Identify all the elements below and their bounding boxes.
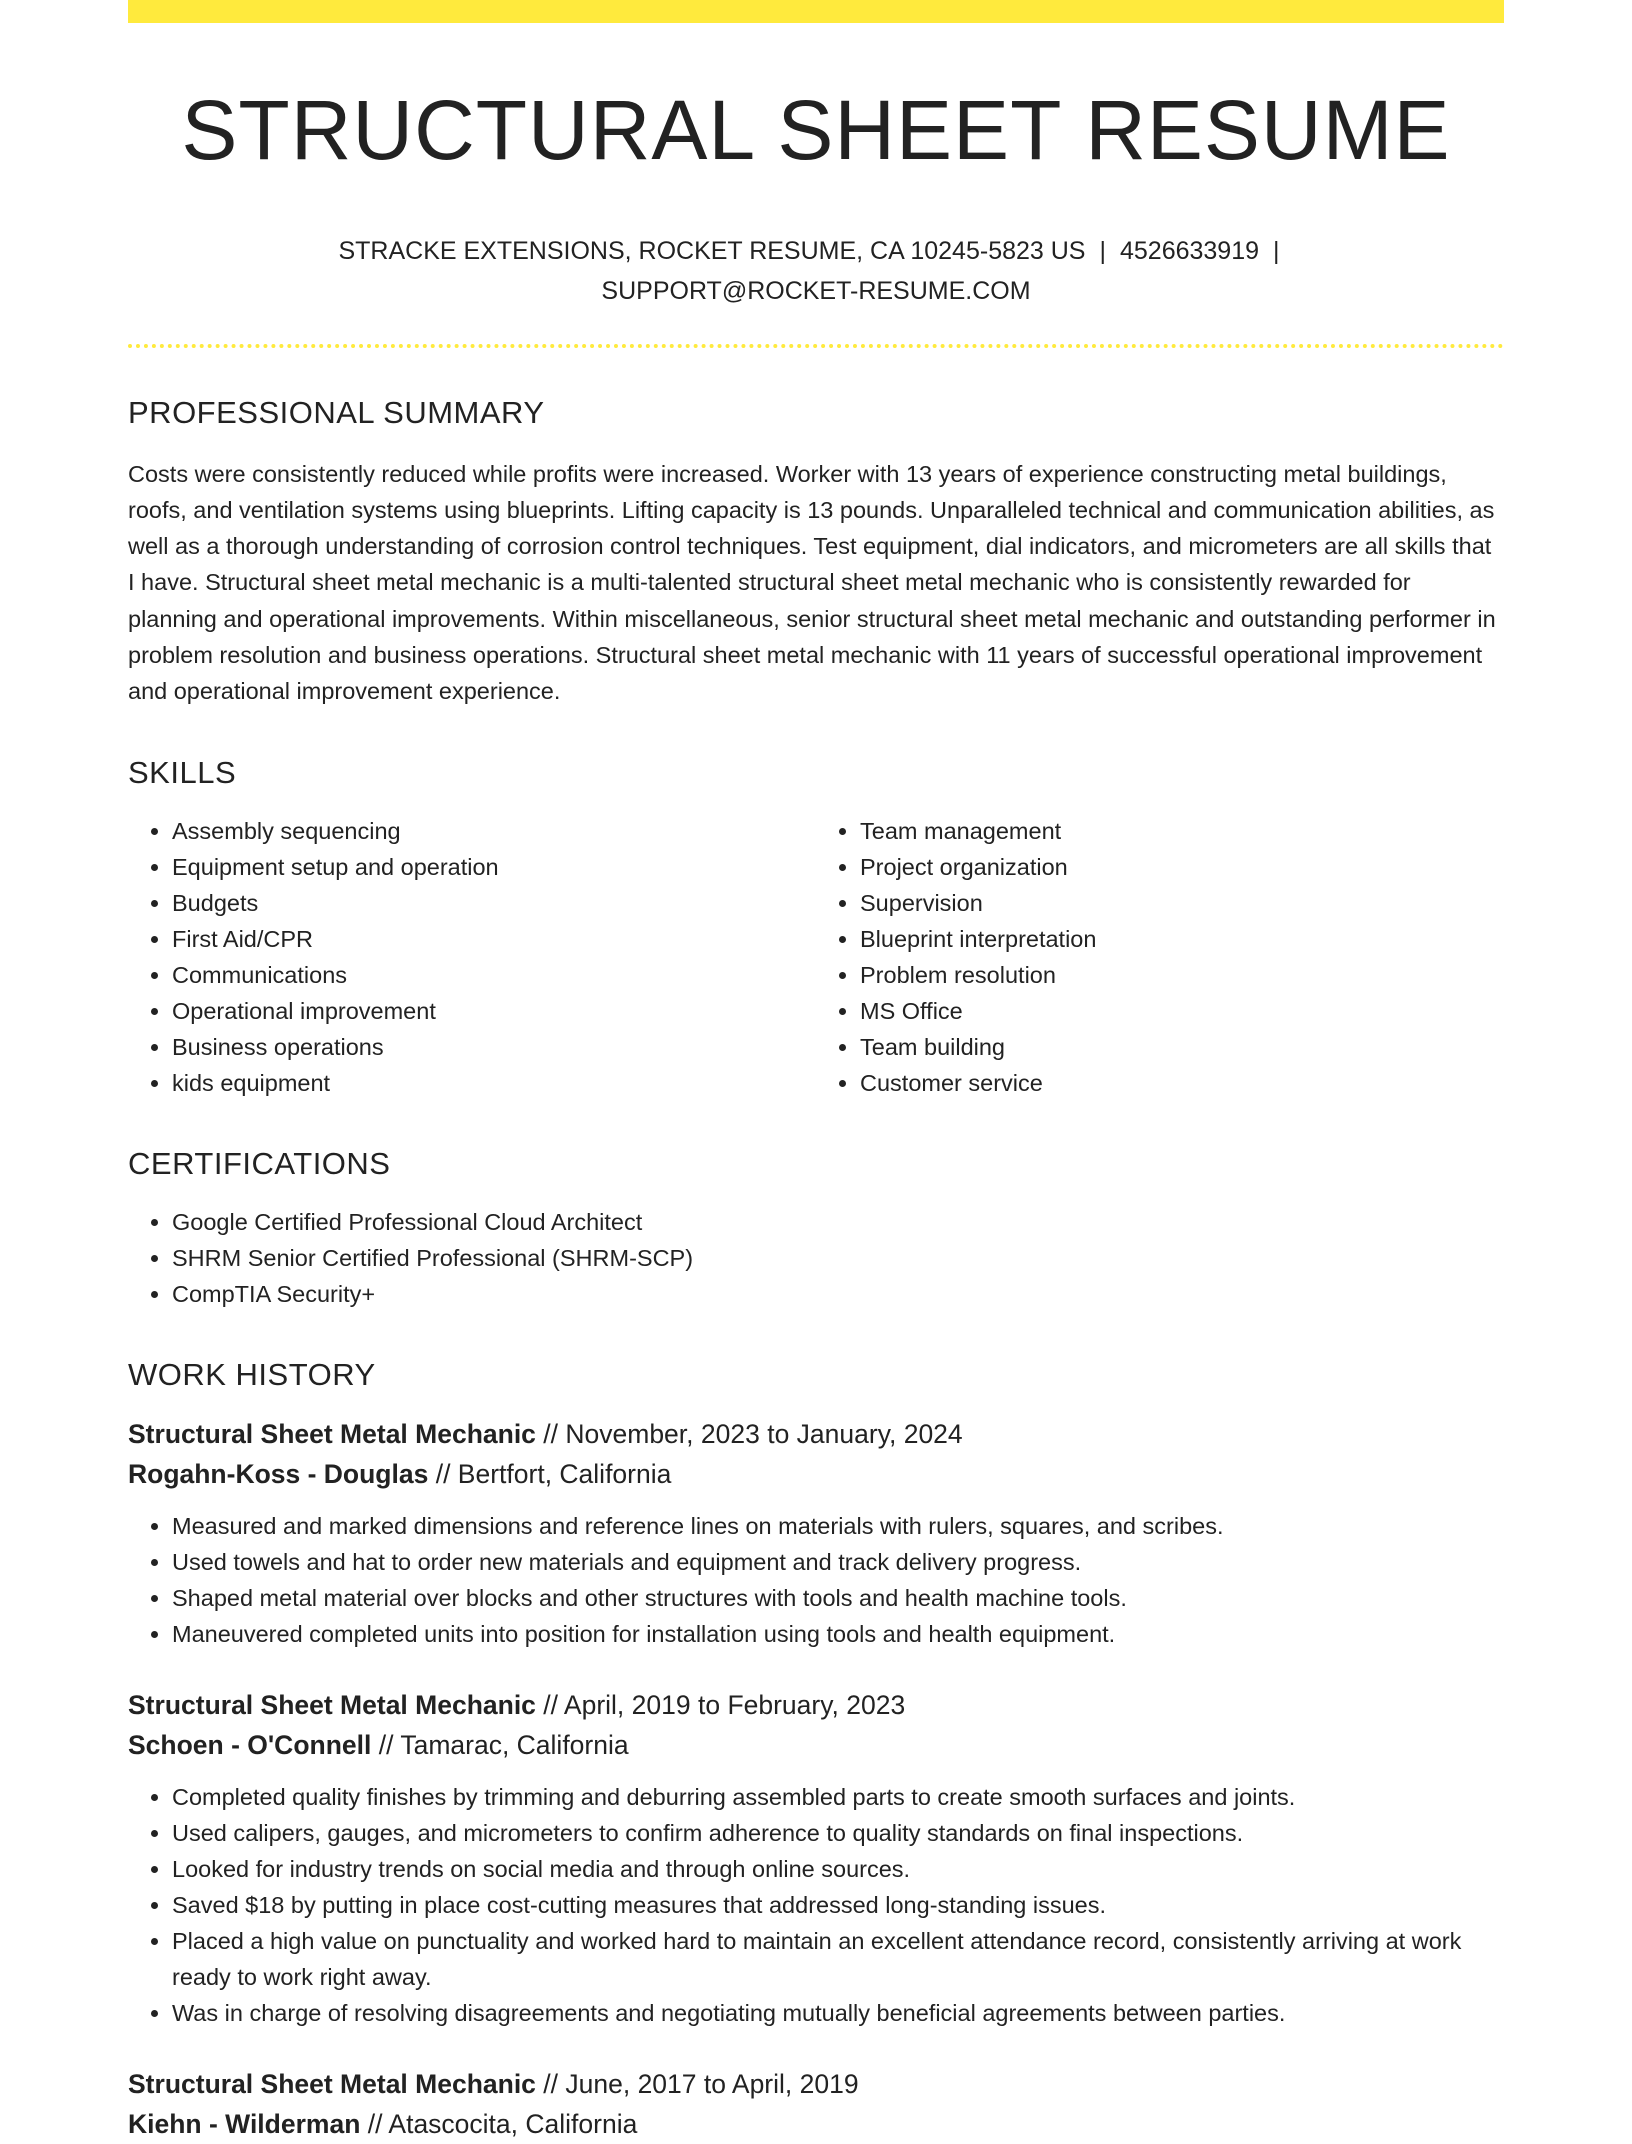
job-bullet: • Completed quality finishes by trimming and deburring assembled parts to create smooth surfaces and joints.: [172, 1779, 1504, 1815]
job-role: Structural Sheet Metal Mechanic: [128, 2069, 536, 2100]
job-company: Kiehn - Wilderman: [128, 2108, 361, 2139]
job-bullets: [128, 1508, 1504, 1652]
skill-item: • Problem resolution: [860, 957, 1504, 993]
contact-separator: |: [1273, 237, 1280, 266]
skill-item: • Project organization: [860, 849, 1504, 885]
skill-item: • Business operations: [172, 1029, 816, 1065]
skill-item: • Equipment setup and operation: [172, 849, 816, 885]
skill-item: • Operational improvement: [172, 993, 816, 1029]
job-entry: [128, 1415, 1504, 1652]
job-dates: // June, 2017 to April, 2019: [543, 2069, 859, 2100]
skills-column-right: [816, 813, 1504, 1101]
top-accent-bar: [128, 0, 1504, 23]
contact-info: [128, 231, 1504, 311]
certification-item: • CompTIA Security+: [172, 1276, 1504, 1312]
job-bullet: • Was in charge of resolving disagreements and negotiating mutually beneficial agreements between parties.: [172, 1995, 1504, 2031]
job-company: Rogahn-Koss - Douglas: [128, 1458, 429, 1489]
certification-item: • Google Certified Professional Cloud Architect: [172, 1204, 1504, 1240]
skill-item: • Blueprint interpretation: [860, 921, 1504, 957]
job-company-line: [128, 1455, 1504, 1495]
job-bullet: • Saved $18 by putting in place cost-cutting measures that addressed long-standing issues.: [172, 1887, 1504, 1923]
skill-item: • MS Office: [860, 993, 1504, 1029]
job-role: Structural Sheet Metal Mechanic: [128, 1690, 536, 1721]
contact-separator: |: [1099, 237, 1106, 266]
skill-item: • Communications: [172, 957, 816, 993]
job-title-line: [128, 1686, 1504, 1726]
contact-address: STRACKE EXTENSIONS, ROCKET RESUME, CA 10245-5823 US: [338, 237, 1086, 266]
resume-title: STRUCTURAL SHEET RESUME: [181, 83, 1451, 177]
job-location: // Atascocita, California: [367, 2108, 638, 2139]
job-bullet: • Looked for industry trends on social media and through online sources.: [172, 1851, 1504, 1887]
job-location: // Tamarac, California: [378, 1729, 629, 1760]
job-dates: // November, 2023 to January, 2024: [543, 1419, 963, 1450]
job-bullets: [128, 1779, 1504, 2031]
skill-item: • Team management: [860, 813, 1504, 849]
job-company: Schoen - O'Connell: [128, 1729, 372, 1760]
skill-item: • Customer service: [860, 1065, 1504, 1101]
job-role: Structural Sheet Metal Mechanic: [128, 1419, 536, 1450]
skill-item: • Team building: [860, 1029, 1504, 1065]
skill-item: • Assembly sequencing: [172, 813, 816, 849]
job-bullet: • Placed a high value on punctuality and worked hard to maintain an excellent attendance record, consistently arriving at work ready to work right away.: [172, 1923, 1504, 1995]
job-bullet: • Shaped metal material over blocks and other structures with tools and health machine tools.: [172, 1580, 1504, 1616]
job-title-line: [128, 2065, 1504, 2105]
section-title-skills: SKILLS: [128, 754, 237, 790]
certification-item: • SHRM Senior Certified Professional (SHRM-SCP): [172, 1240, 1504, 1276]
job-company-line: [128, 1726, 1504, 1766]
job-bullet: • Used calipers, gauges, and micrometers to confirm adherence to quality standards on final inspections.: [172, 1815, 1504, 1851]
skill-item: • Budgets: [172, 885, 816, 921]
skill-item: • kids equipment: [172, 1065, 816, 1101]
skill-item: • Supervision: [860, 885, 1504, 921]
job-company-line: [128, 2105, 1504, 2144]
skill-item: • First Aid/CPR: [172, 921, 816, 957]
skills-column-left: [128, 813, 816, 1101]
resume-page: [128, 0, 1504, 2144]
job-entry: [128, 1686, 1504, 2031]
certifications-list: [128, 1204, 1504, 1312]
contact-phone: 4526633919: [1119, 237, 1260, 266]
skills-list: [128, 813, 1504, 1101]
section-title-professional-summary: PROFESSIONAL SUMMARY: [128, 395, 545, 431]
job-location: // Bertfort, California: [435, 1458, 672, 1489]
job-title-line: [128, 1415, 1504, 1455]
job-bullet: • Measured and marked dimensions and reference lines on materials with rulers, squares, and scribes.: [172, 1508, 1504, 1544]
summary-text: Costs were consistently reduced while profits were increased. Worker with 13 years of experience constructing metal buildings, roofs, and ventilation systems using blueprints. Lifting capacity is 13 pounds. Unparalleled technical and communication abilities, as well as a thorough understanding of corrosion control techniques. Test equipment, dial indicators, and micrometers are all skills that I have. Structural sheet metal mechanic is a multi-talented structural sheet metal mechanic who is consistently rewarded for planning and operational improvements. Within miscellaneous, senior structural sheet metal mechanic and outstanding performer in problem resolution and business operations. Structural sheet metal mechanic with 11 years of successful operational improvement and operational improvement experience.: [128, 460, 1496, 705]
section-title-work-history: WORK HISTORY: [128, 1357, 376, 1393]
section-title-certifications: CERTIFICATIONS: [128, 1145, 391, 1181]
job-bullet: • Used towels and hat to order new materials and equipment and track delivery progress.: [172, 1544, 1504, 1580]
dotted-divider: [128, 344, 1504, 348]
job-entry: [128, 2065, 1504, 2144]
contact-email: SUPPORT@ROCKET-RESUME.COM: [601, 277, 1031, 306]
job-dates: // April, 2019 to February, 2023: [543, 1690, 906, 1721]
job-bullet: • Maneuvered completed units into position for installation using tools and health equipment.: [172, 1616, 1504, 1652]
